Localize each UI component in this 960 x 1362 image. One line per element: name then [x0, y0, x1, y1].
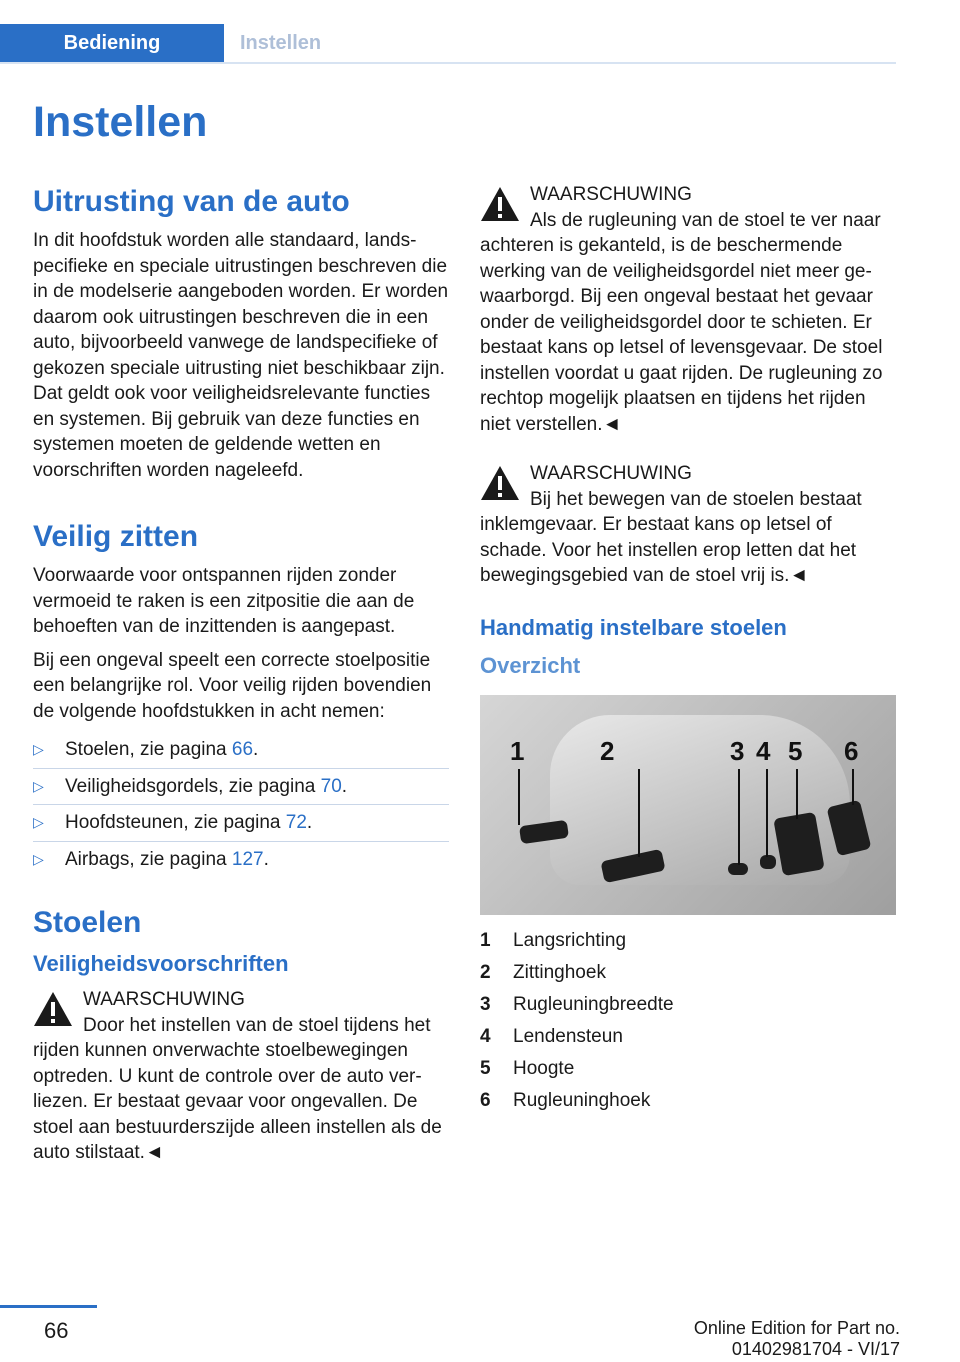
tab-instellen[interactable]: Instellen — [240, 32, 322, 54]
callout-line-1 — [518, 769, 520, 825]
list-item: ▷ Veiligheidsgordels, zie pagina 70. — [33, 769, 449, 806]
callout-line-6 — [852, 769, 854, 805]
callout-3: 3 — [730, 735, 745, 766]
subsection-title-handmatig: Handmatig instelbare stoelen — [480, 614, 787, 640]
seat-controls-photo — [480, 695, 896, 915]
left-column — [33, 182, 449, 1190]
triangle-bullet-icon: ▷ — [33, 741, 44, 757]
warning-title: WAARSCHUWING — [530, 184, 692, 205]
section-title-stoelen: Stoelen — [33, 906, 142, 939]
tab-bediening[interactable]: Bediening — [0, 24, 224, 62]
legend-row: 3 Rugleuningbreedte — [480, 993, 674, 1015]
legend-row: 5 Hoogte — [480, 1057, 575, 1079]
right-column — [480, 182, 896, 1117]
edition-note: Online Edition for Part no. 01402981704 - VI/17 — [693, 1318, 900, 1359]
chapter-reference-list — [33, 732, 449, 877]
warning-triangle-icon — [480, 465, 520, 501]
warning-title: WAARSCHUWING — [83, 989, 245, 1010]
page-link[interactable]: 127 — [231, 848, 264, 870]
legend-row: 2 Zittinghoek — [480, 961, 606, 983]
header-tabs — [0, 24, 896, 64]
callout-line-3 — [738, 769, 740, 865]
legend-table — [480, 925, 674, 1117]
page-link[interactable]: 70 — [320, 775, 342, 797]
subsubsection-title-overzicht: Overzicht — [480, 652, 581, 678]
legend-row: 6 Rugleuninghoek — [480, 1089, 651, 1111]
warning-text: Als de rugleuning van de stoel te ver naar achteren is gekanteld, is de beschermende werking van de veiligheidsgordel niet meer gewaarborgd. Bij een ongeval bestaat het gevaar onder de veiligheidsgordel door te schieten. Er bestaat kans op letsel of levensgevaar. De stoel instellen voordat u gaat rijden. De rugleuning zo rechtop mogelijk plaatsen en tijdens het rijden niet verstellen.◄ — [480, 209, 883, 435]
list-item: ▷ Hoofdsteunen, zie pagina 72. — [33, 805, 449, 842]
subsection-title-veiligheidsvoorschriften: Veiligheidsvoorschriften — [33, 951, 289, 976]
warning-box — [480, 182, 896, 437]
section-body-uitrusting: In dit hoofdstuk worden alle standaard, landspecifieke en speciale uitrustingen beschreven die in de modelserie aangeboden worden. Er worden daarom ook uitrustingen beschreven die in een auto, bijvoorbeeld vanwege de landspecifieke of gekozen speciale uitrusting niet beschikbaar zijn. Dat geldt ook voor veiligheidsrelevante functies en systemen. Bij gebruik van deze functies en systemen moeten de geldende wetten en voorschriften worden nageleefd. — [33, 230, 449, 481]
callout-6: 6 — [844, 735, 859, 766]
warning-triangle-icon — [480, 186, 520, 222]
page-title: Instellen — [33, 98, 208, 146]
warning-triangle-icon — [33, 991, 73, 1027]
callout-4: 4 — [756, 735, 771, 766]
paragraph-voorwaarde: Voorwaarde voor ontspannen rijden zonder vermoeid te raken is een zitpositie die aan de behoeften van de inzittenden is aangepast. — [33, 565, 415, 637]
triangle-bullet-icon: ▷ — [33, 850, 44, 867]
callout-line-4 — [766, 769, 768, 857]
triangle-bullet-icon: ▷ — [33, 814, 44, 830]
section-title-uitrusting: Uitrusting van de auto — [33, 185, 350, 218]
page-number: 66 — [44, 1318, 69, 1343]
page-link[interactable]: 66 — [231, 739, 254, 760]
warning-box — [33, 987, 449, 1166]
footer-rule — [0, 1305, 97, 1308]
legend-row: 4 Lendensteun — [480, 1025, 623, 1047]
callout-2: 2 — [600, 735, 615, 766]
warning-text: Door het instellen van de stoel tijdens het rijden kunnen onverwachte stoelbewegingen optreden. U kunt de controle over de auto verliezen. Er bestaat gevaar voor ongevallen. De stoel aan bestuurderszijde alleen instellen als de auto stilstaat.◄ — [33, 1014, 442, 1163]
section-title-veilig-zitten: Veilig zitten — [33, 520, 199, 553]
warning-text: Bij het bewegen van de stoelen bestaat inklemgevaar. Er bestaat kans op letsel of schade. Voor het instellen erop letten dat het bewegingsgebied van de stoel vrij is.◄ — [480, 488, 862, 586]
warning-title: WAARSCHUWING — [530, 463, 692, 484]
callout-line-5 — [796, 769, 798, 819]
callout-5: 5 — [788, 735, 803, 766]
list-item: ▷ Stoelen, zie pagina 66. — [33, 732, 449, 769]
triangle-bullet-icon: ▷ — [33, 777, 44, 794]
callout-1: 1 — [510, 735, 525, 766]
callout-line-2 — [638, 769, 640, 857]
legend-row: 1 Langsrichting — [480, 929, 627, 951]
knob-lendensteun — [760, 855, 776, 869]
page-link[interactable]: 72 — [285, 812, 307, 833]
warning-box — [480, 461, 896, 589]
list-item: ▷ Airbags, zie pagina 127. — [33, 842, 449, 878]
paragraph-ongeval: Bij een ongeval speelt een correcte stoelpositie een belangrijke rol. Voor veilig rijden bovendien de volgende hoofdstukken in acht nemen: — [33, 649, 432, 722]
